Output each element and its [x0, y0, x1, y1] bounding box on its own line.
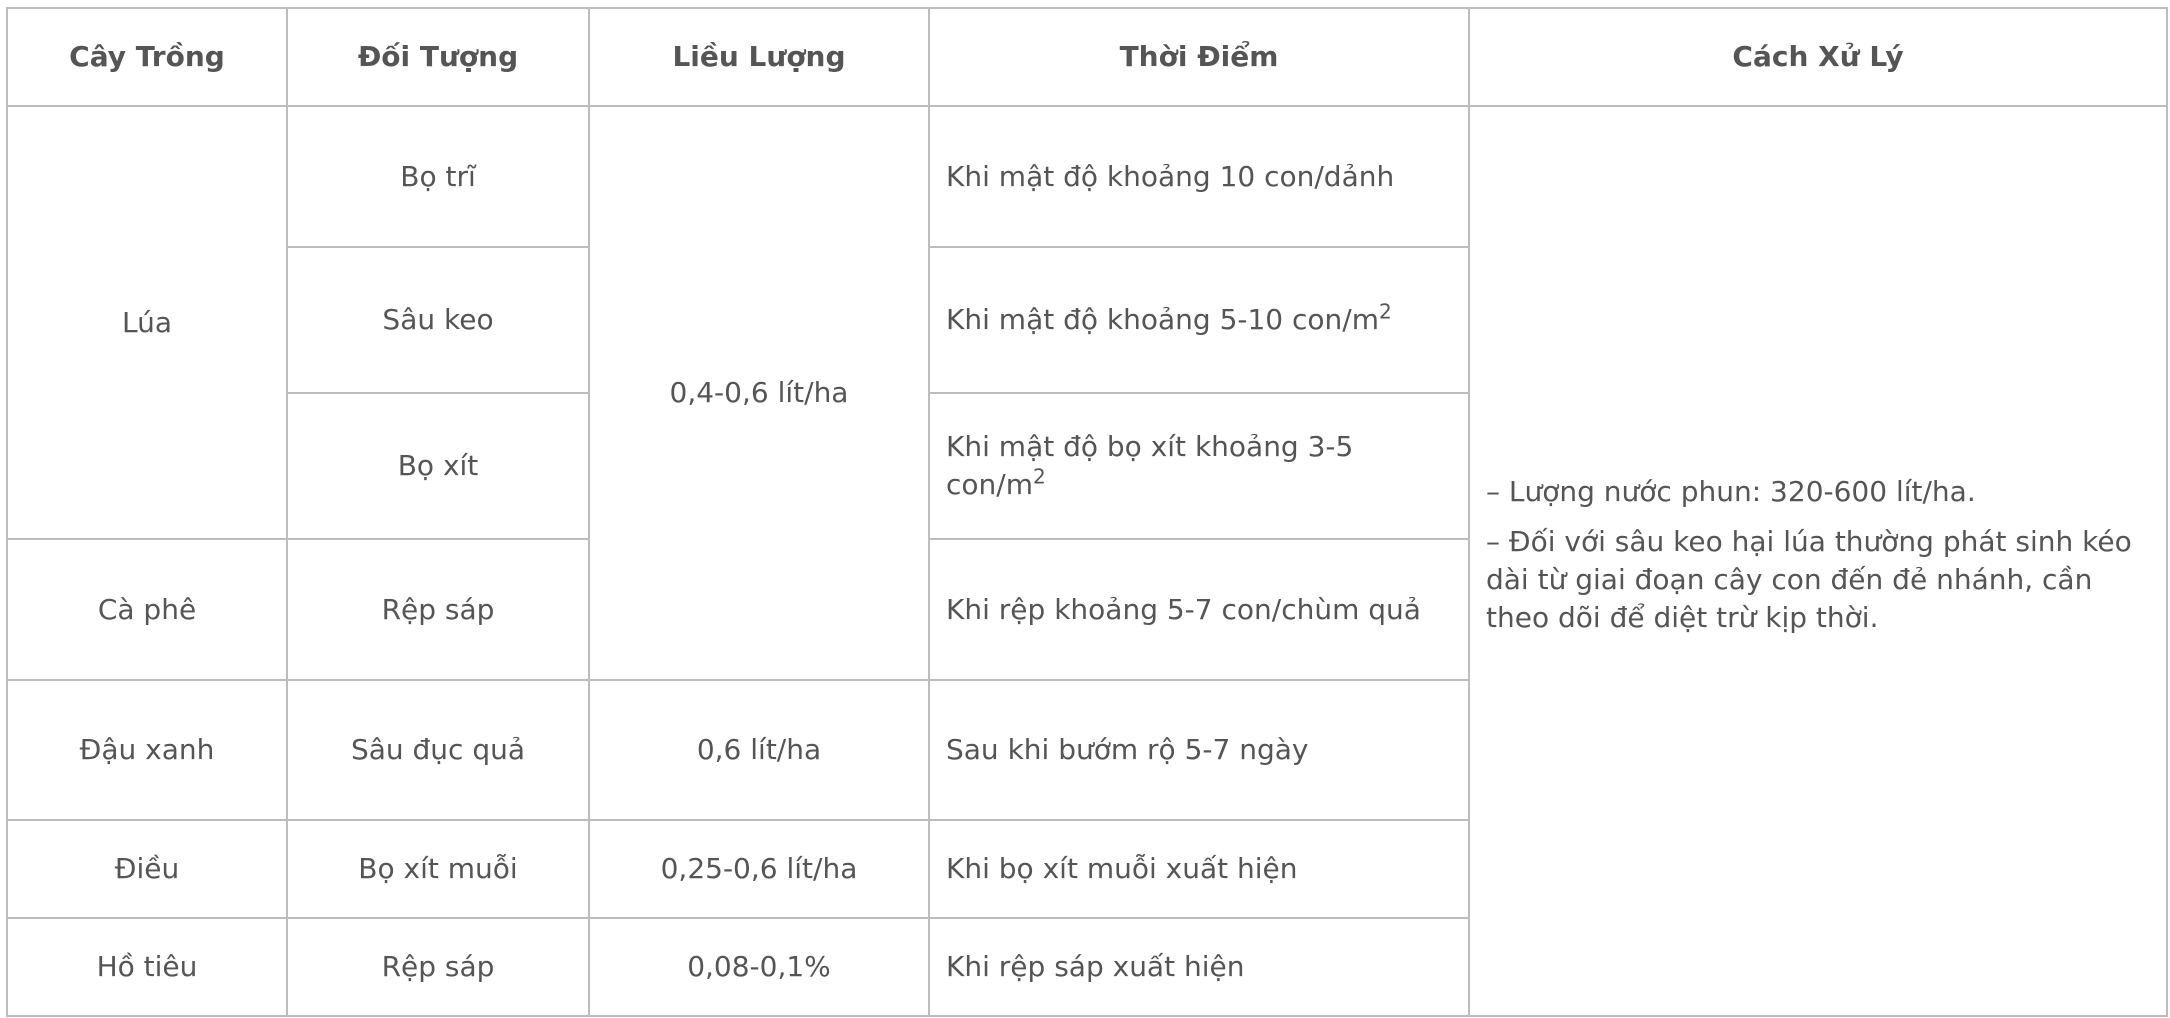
crop-cell: Đậu xanh: [7, 680, 287, 820]
crop-cell: Cà phê: [7, 539, 287, 680]
target-cell: Rệp sáp: [287, 918, 589, 1016]
header-treatment: Cách Xử Lý: [1469, 8, 2167, 106]
timing-cell: Sau khi bướm rộ 5-7 ngày: [929, 680, 1469, 820]
timing-cell: [929, 393, 1469, 539]
target-cell: Bọ xít muỗi: [287, 820, 589, 918]
treatment-note: – Đối với sâu keo hại lúa thường phát sinh kéo dài từ giai đoạn cây con đến đẻ nhánh, cần theo dõi để diệt trừ kịp thời.: [1486, 525, 2132, 634]
crop-cell: Lúa: [7, 106, 287, 539]
header-dose: Liều Lượng: [589, 8, 929, 106]
crop-cell: Hồ tiêu: [7, 918, 287, 1016]
timing-cell: Khi rệp sáp xuất hiện: [929, 918, 1469, 1016]
header-crop: Cây Trồng: [7, 8, 287, 106]
header-timing: Thời Điểm: [929, 8, 1469, 106]
crop-cell: Điều: [7, 820, 287, 918]
target-cell: Rệp sáp: [287, 539, 589, 680]
timing-cell: Khi bọ xít muỗi xuất hiện: [929, 820, 1469, 918]
timing-text: Khi mật độ bọ xít khoảng 3-5 con/m: [946, 430, 1354, 501]
dose-cell: 0,6 lít/ha: [589, 680, 929, 820]
treatment-note: – Lượng nước phun: 320-600 lít/ha.: [1486, 475, 1976, 508]
pesticide-dosage-table: [6, 7, 2168, 1017]
target-cell: Sâu keo: [287, 247, 589, 393]
table-row: [7, 106, 2167, 247]
target-cell: Sâu đục quả: [287, 680, 589, 820]
header-target: Đối Tượng: [287, 8, 589, 106]
target-cell: Bọ xít: [287, 393, 589, 539]
timing-cell: [929, 247, 1469, 393]
timing-cell: Khi mật độ khoảng 10 con/dảnh: [929, 106, 1469, 247]
treatment-cell: [1469, 106, 2167, 1016]
dose-cell: 0,08-0,1%: [589, 918, 929, 1016]
dose-cell-shared: 0,4-0,6 lít/ha: [589, 106, 929, 680]
timing-text: Khi mật độ khoảng 5-10 con/m: [946, 303, 1380, 336]
target-cell: Bọ trĩ: [287, 106, 589, 247]
table-header-row: [7, 8, 2167, 106]
timing-cell: Khi rệp khoảng 5-7 con/chùm quả: [929, 539, 1469, 680]
dose-cell: 0,25-0,6 lít/ha: [589, 820, 929, 918]
superscript: 2: [1379, 299, 1392, 324]
superscript: 2: [1032, 464, 1046, 489]
